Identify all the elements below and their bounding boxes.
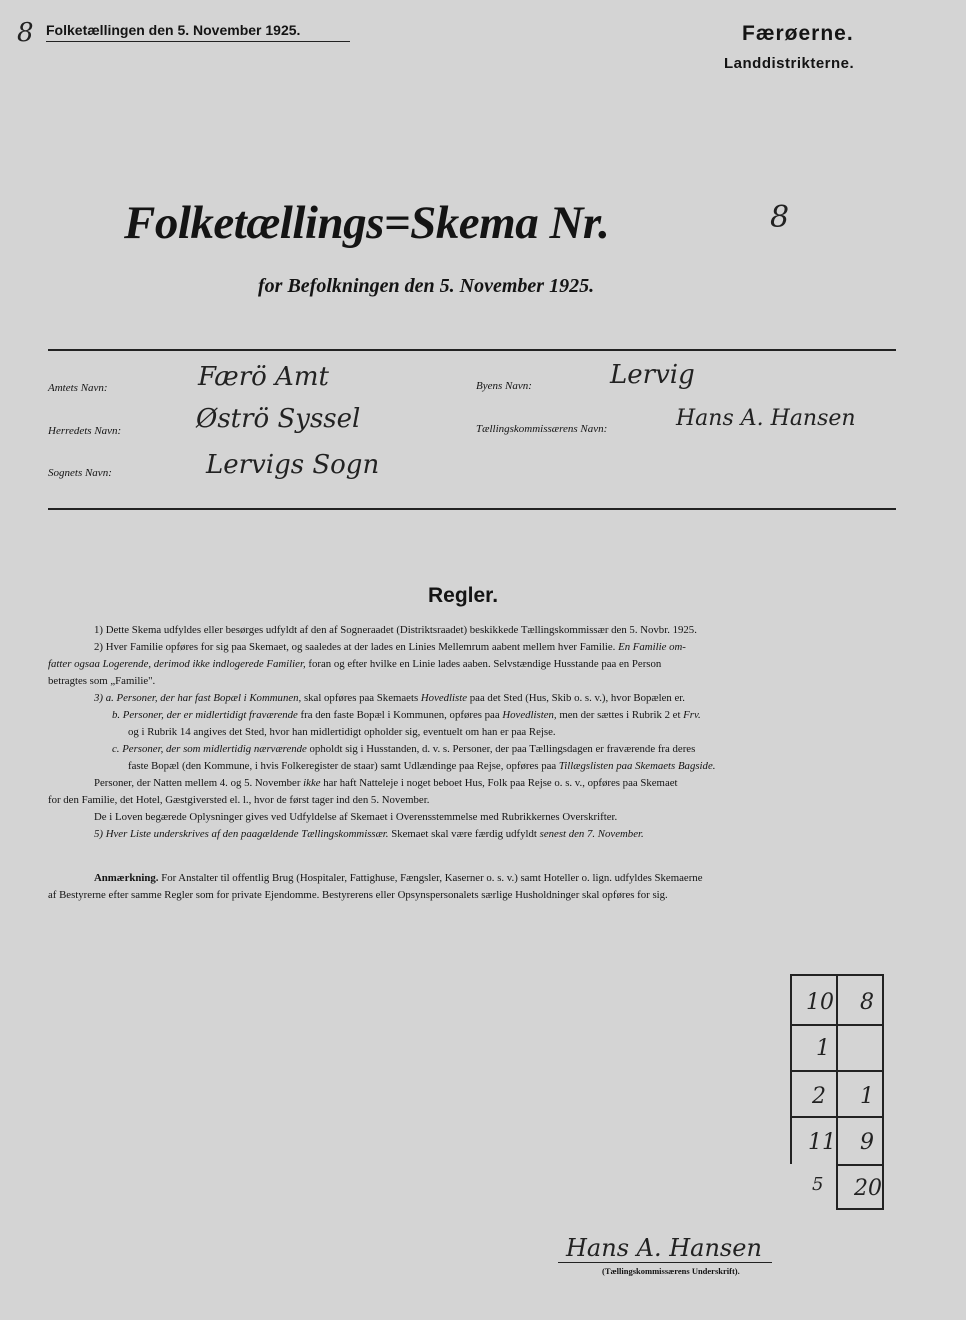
- tally-col-right: [882, 974, 884, 1210]
- rule-3a-italic-2: Hovedliste: [420, 692, 468, 704]
- note-label: Anmærkning.: [94, 872, 159, 884]
- by-value[interactable]: Lervig: [610, 360, 695, 390]
- rule-3c-text: opholdt sig i Husstanden, d. v. s. Personer, der paa Tællingsdagen er fraværende fra deres: [309, 743, 696, 755]
- rule-3c: [112, 741, 695, 758]
- fields-bottom-rule: [48, 508, 896, 510]
- rules-heading: Regler.: [428, 584, 499, 607]
- header-underline: [46, 41, 350, 42]
- rule-4-text-2: har haft Natteleje i noget beboet Hus, Folk paa Rejse o. s. v., opføres paa Skemaet: [323, 777, 678, 789]
- rule-2-line-1: [94, 639, 686, 656]
- rule-3a-italic: 3) a. Personer, der har fast Bopæl i Kommunen,: [94, 692, 302, 704]
- rule-5: [94, 826, 644, 843]
- signature-line: [558, 1262, 772, 1263]
- sogn-value[interactable]: Lervigs Sogn: [206, 450, 380, 480]
- rule-4: [94, 775, 678, 792]
- herred-value[interactable]: Øströ Syssel: [196, 404, 361, 434]
- rule-3b-line-2: og i Rubrik 14 angives det Sted, hvor han midlertidigt opholder sig, eventuelt om han er paa Rejse.: [128, 726, 556, 738]
- rule-3b-italic: b. Personer, der er midlertidigt fraværende: [112, 709, 298, 721]
- kommissaer-label: Tællingskommissærens Navn:: [476, 423, 608, 435]
- rule-4-line-2: for den Familie, det Hotel, Gæstgiversted el. l., hvor de først tager ind den 5. November.: [48, 794, 430, 806]
- amt-label: Amtets Navn:: [48, 382, 108, 394]
- rule-3a-text: skal opføres paa Skemaets: [303, 692, 419, 704]
- tally-rule-bottom: [836, 1208, 884, 1210]
- tally-col-mid: [836, 974, 838, 1210]
- rule-5-italic-2: senest den 7. November.: [539, 828, 644, 840]
- tally-r3-right: 1: [860, 1084, 874, 1109]
- tally-rule-4: [836, 1164, 884, 1166]
- tally-r5-right: 20: [854, 1176, 882, 1201]
- rule-4-line-3: De i Loven begærede Oplysninger gives ved Udfyldelse af Skemaet i Overensstemmelse med Rubrikkernes Overskrifter.: [94, 811, 618, 823]
- note-line-1: [94, 870, 703, 887]
- rule-3c-line-2: [128, 758, 715, 775]
- by-label: Byens Navn:: [476, 380, 532, 392]
- rule-2-text: 2) Hver Familie opføres for sig paa Skemaet, og saaledes at der lades en Linies Mellemrum aabent mellem hver Familie.: [94, 641, 616, 653]
- rule-2-italic-cont: fatter ogsaa Logerende, derimod ikke indlogerede Familier,: [48, 658, 306, 670]
- form-number-handwritten: 8: [770, 200, 790, 235]
- rule-3b-text: fra den faste Bopæl i Kommunen, opføres paa: [300, 709, 500, 721]
- page-number-handwritten: 8: [17, 18, 34, 48]
- tally-r1-left: 10: [806, 990, 834, 1015]
- rule-3b-text-2: men der sættes i Rubrik 2 et: [559, 709, 681, 721]
- rule-2-text-cont: foran og efter hvilke en Linie lades aaben. Selvstændige Husstande paa en Person: [308, 658, 662, 670]
- tally-col-left: [790, 974, 792, 1164]
- rule-2-italic: En Familie om-: [618, 641, 686, 653]
- rule-3b-italic-2: Hovedlisten,: [502, 709, 557, 721]
- tally-r3-left: 2: [812, 1084, 826, 1109]
- tally-r4-right: 9: [860, 1130, 874, 1155]
- rule-2-line-2: [48, 656, 661, 673]
- tally-r4-left: 11: [808, 1130, 836, 1155]
- tally-r5-left: 5: [812, 1174, 824, 1195]
- note-line-2: af Bestyrerne efter samme Regler som for private Ejendomme. Bestyrerens eller Opsynspersonalets særlige Husholdninger skal opføres for sig.: [48, 889, 668, 901]
- rule-3b: [112, 707, 701, 724]
- rule-3c-italic: c. Personer, der som midlertidig nærværende: [112, 743, 307, 755]
- kommissaer-value[interactable]: Hans A. Hansen: [676, 406, 856, 431]
- sogn-label: Sognets Navn:: [48, 467, 112, 479]
- rule-2-line-3: betragtes som „Familie".: [48, 675, 156, 687]
- herred-label: Herredets Navn:: [48, 425, 122, 437]
- rule-3a: [94, 690, 685, 707]
- fields-top-rule: [48, 349, 896, 351]
- rule-5-text: Skemaet skal være færdig udfyldt: [391, 828, 537, 840]
- region-title: Færøerne.: [742, 22, 854, 45]
- rule-3a-text-2: paa det Sted (Hus, Skib o. s. v.), hvor Bopælen er.: [469, 692, 685, 704]
- amt-value[interactable]: Færö Amt: [198, 362, 329, 392]
- rule-3c-italic-2: Tillægslisten paa Skemaets Bagside.: [558, 760, 716, 772]
- tally-r1-right: 8: [860, 990, 874, 1015]
- signature-caption: (Tællingskommissærens Underskrift).: [602, 1266, 740, 1276]
- commissioner-signature[interactable]: Hans A. Hansen: [566, 1234, 762, 1262]
- rule-1: 1) Dette Skema udfyldes eller besørges udfyldt af den af Sogneraadet (Distriktsraadet) beskikkede Tællingskommissær den 5. Novbr. 1925.: [94, 624, 697, 636]
- form-subtitle: for Befolkningen den 5. November 1925.: [258, 275, 595, 297]
- rule-4-italic: ikke: [303, 777, 321, 789]
- region-subtitle: Landdistrikterne.: [724, 55, 855, 72]
- note-text: For Anstalter til offentlig Brug (Hospitaler, Fattighuse, Fængsler, Kaserner o. s. v.) samt Hoteller o. lign. udfyldes Skemaerne: [161, 872, 703, 884]
- census-date-header: Folketællingen den 5. November 1925.: [46, 22, 301, 38]
- tally-r2-left: 1: [816, 1036, 830, 1061]
- rule-3c-text-2: faste Bopæl (den Kommune, i hvis Folkeregister de staar) samt Udlændinge paa Rejse, opføres paa: [128, 760, 557, 772]
- rule-3b-italic-3: Frv.: [683, 709, 701, 721]
- rule-5-italic: 5) Hver Liste underskrives af den paagældende Tællingskommissær.: [94, 828, 389, 840]
- form-title: Folketællings=Skema Nr.: [124, 197, 610, 249]
- rule-4-text: Personer, der Natten mellem 4. og 5. November: [94, 777, 301, 789]
